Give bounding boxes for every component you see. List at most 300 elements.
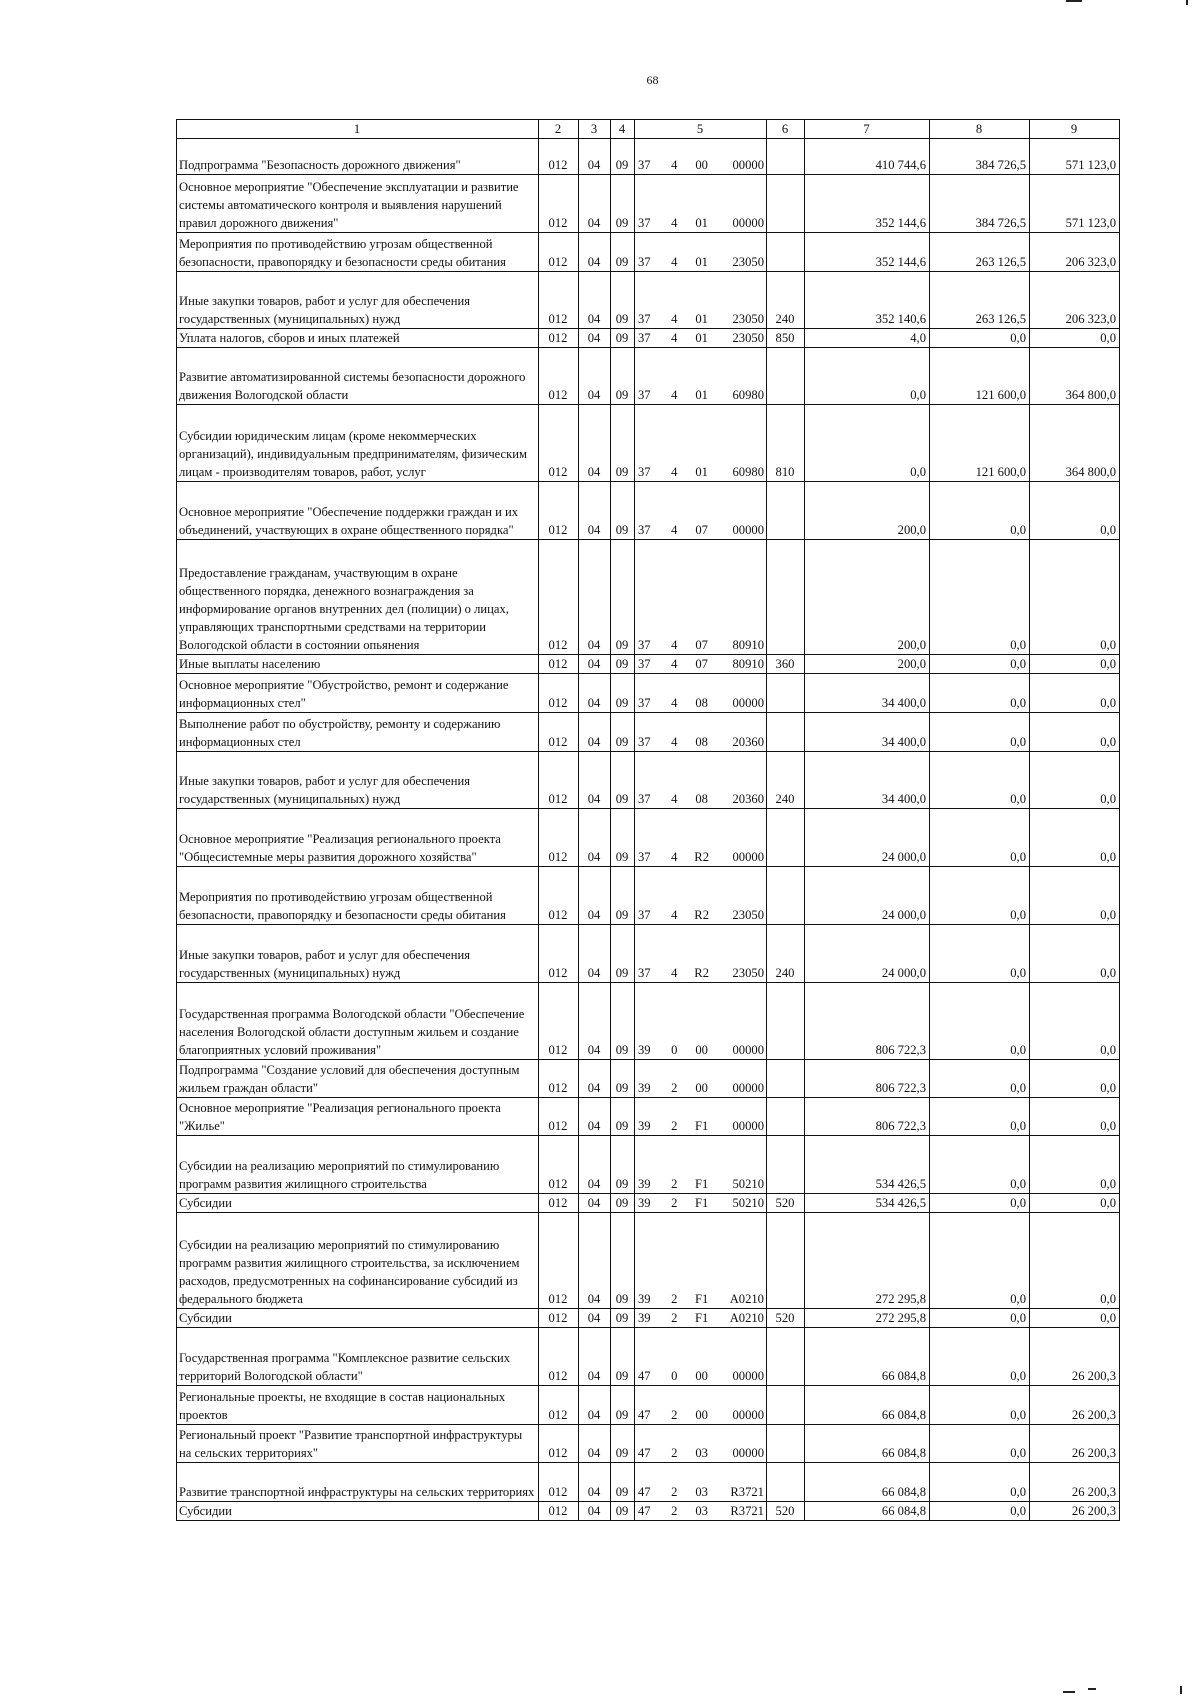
admin-code: 012 — [539, 1328, 579, 1386]
target-article-part: 23050 — [732, 255, 764, 269]
table-row — [177, 405, 1120, 482]
target-article-code — [635, 1213, 767, 1309]
target-article-part: 00000 — [732, 1446, 764, 1460]
admin-code: 012 — [539, 1502, 579, 1521]
header-cell: 7 — [805, 120, 930, 139]
table-row — [177, 1502, 1120, 1521]
section-code: 04 — [579, 674, 611, 713]
target-article-code — [635, 1136, 767, 1194]
target-article-parts — [638, 848, 764, 866]
target-article-part: 00000 — [732, 523, 764, 537]
amount-year-3: 26 200,3 — [1030, 1502, 1120, 1521]
scan-mark — [1186, 0, 1188, 5]
subsection-code: 09 — [611, 1463, 635, 1502]
amount-year-1: 24 000,0 — [805, 925, 930, 983]
amount-year-1: 66 084,8 — [805, 1463, 930, 1502]
target-article-parts — [638, 1079, 764, 1097]
budget-table — [176, 119, 1120, 1521]
target-article-parts — [638, 733, 764, 751]
amount-year-1: 534 426,5 — [805, 1194, 930, 1213]
amount-year-2: 121 600,0 — [930, 348, 1030, 405]
expense-type-code — [767, 1213, 805, 1309]
amount-year-1: 806 722,3 — [805, 1060, 930, 1098]
page-number: 68 — [646, 73, 659, 87]
amount-year-1: 200,0 — [805, 482, 930, 540]
target-article-part: 37 — [638, 966, 651, 980]
target-article-part: 03 — [695, 1504, 708, 1518]
expense-type-code: 240 — [767, 752, 805, 809]
target-article-part: 07 — [695, 657, 708, 671]
target-article-part: 00 — [695, 1408, 708, 1422]
target-article-part: 03 — [695, 1485, 708, 1499]
target-article-parts — [638, 636, 764, 654]
amount-year-2: 0,0 — [930, 983, 1030, 1060]
target-article-part: F1 — [695, 1177, 709, 1191]
section-code: 04 — [579, 713, 611, 752]
amount-year-2: 0,0 — [930, 540, 1030, 655]
target-article-part: 08 — [695, 792, 708, 806]
row-name: Подпрограмма "Создание условий для обеспечения доступным жильем граждан области" — [177, 1060, 539, 1098]
admin-code: 012 — [539, 983, 579, 1060]
target-article-part: 37 — [638, 850, 651, 864]
target-article-part: 4 — [671, 696, 678, 710]
target-article-part: F1 — [695, 1196, 709, 1210]
target-article-part: 4 — [671, 657, 678, 671]
subsection-code: 09 — [611, 674, 635, 713]
target-article-part: 20360 — [732, 735, 764, 749]
target-article-part: 2 — [671, 1408, 678, 1422]
target-article-part: 37 — [638, 696, 651, 710]
target-article-code — [635, 983, 767, 1060]
row-name: Иные закупки товаров, работ и услуг для обеспечения государственных (муниципальных) нужд — [177, 925, 539, 983]
amount-year-2: 0,0 — [930, 867, 1030, 925]
admin-code: 012 — [539, 329, 579, 348]
header-row — [177, 120, 1120, 139]
admin-code: 012 — [539, 1213, 579, 1309]
table-row — [177, 983, 1120, 1060]
target-article-part: 4 — [671, 523, 678, 537]
table-row — [177, 1386, 1120, 1425]
amount-year-3: 0,0 — [1030, 713, 1120, 752]
header-cell: 4 — [611, 120, 635, 139]
scan-mark — [1180, 1686, 1182, 1694]
target-article-part: 37 — [638, 312, 651, 326]
header-cell: 5 — [635, 120, 767, 139]
target-article-part: 00000 — [732, 1408, 764, 1422]
target-article-part: 47 — [638, 1408, 651, 1422]
expense-type-code — [767, 1463, 805, 1502]
expense-type-code: 850 — [767, 329, 805, 348]
amount-year-3: 26 200,3 — [1030, 1328, 1120, 1386]
target-article-part: 4 — [671, 638, 678, 652]
subsection-code: 09 — [611, 348, 635, 405]
target-article-part: 23050 — [732, 908, 764, 922]
target-article-parts — [638, 1309, 764, 1327]
section-code: 04 — [579, 1328, 611, 1386]
target-article-part: 60980 — [732, 388, 764, 402]
amount-year-1: 66 084,8 — [805, 1386, 930, 1425]
expense-type-code: 360 — [767, 655, 805, 674]
admin-code: 012 — [539, 752, 579, 809]
target-article-part: 4 — [671, 465, 678, 479]
target-article-part: 00000 — [732, 216, 764, 230]
subsection-code: 09 — [611, 925, 635, 983]
section-code: 04 — [579, 1386, 611, 1425]
target-article-code — [635, 482, 767, 540]
amount-year-1: 200,0 — [805, 655, 930, 674]
target-article-part: R3721 — [730, 1504, 764, 1518]
row-name: Субсидии на реализацию мероприятий по стимулированию программ развития жилищного строительства, за исключением расходов, предусмотренных на софинансирование субсидий из федерального бюджета — [177, 1213, 539, 1309]
expense-type-code — [767, 809, 805, 867]
admin-code: 012 — [539, 1386, 579, 1425]
expense-type-code — [767, 175, 805, 233]
section-code: 04 — [579, 867, 611, 925]
expense-type-code — [767, 674, 805, 713]
target-article-part: 23050 — [732, 331, 764, 345]
row-name: Иные закупки товаров, работ и услуг для обеспечения государственных (муниципальных) нужд — [177, 272, 539, 329]
amount-year-2: 0,0 — [930, 1194, 1030, 1213]
row-name: Региональные проекты, не входящие в состав национальных проектов — [177, 1386, 539, 1425]
row-name: Основное мероприятие "Реализация регионального проекта "Жилье" — [177, 1098, 539, 1136]
row-name: Развитие автоматизированной системы безопасности дорожного движения Вологодской области — [177, 348, 539, 405]
row-name: Субсидии на реализацию мероприятий по стимулированию программ развития жилищного строительства — [177, 1136, 539, 1194]
target-article-code — [635, 1328, 767, 1386]
expense-type-code — [767, 1386, 805, 1425]
expense-type-code: 810 — [767, 405, 805, 482]
amount-year-2: 384 726,5 — [930, 175, 1030, 233]
target-article-part: 37 — [638, 331, 651, 345]
subsection-code: 09 — [611, 1098, 635, 1136]
subsection-code: 09 — [611, 1194, 635, 1213]
table-row — [177, 348, 1120, 405]
header-cell: 1 — [177, 120, 539, 139]
target-article-part: F1 — [695, 1292, 709, 1306]
target-article-code — [635, 809, 767, 867]
target-article-part: F1 — [695, 1311, 709, 1325]
admin-code: 012 — [539, 482, 579, 540]
target-article-part: 08 — [695, 735, 708, 749]
row-name: Выполнение работ по обустройству, ремонту и содержанию информационных стел — [177, 713, 539, 752]
amount-year-3: 0,0 — [1030, 867, 1120, 925]
target-article-code — [635, 139, 767, 175]
table-row — [177, 1425, 1120, 1463]
target-article-part: 00000 — [732, 158, 764, 172]
target-article-part: 39 — [638, 1081, 651, 1095]
target-article-part: 4 — [671, 158, 678, 172]
amount-year-3: 26 200,3 — [1030, 1386, 1120, 1425]
admin-code: 012 — [539, 272, 579, 329]
target-article-code — [635, 1463, 767, 1502]
row-name: Основное мероприятие "Обустройство, ремонт и содержание информационных стел" — [177, 674, 539, 713]
target-article-part: 4 — [671, 388, 678, 402]
section-code: 04 — [579, 1213, 611, 1309]
target-article-code — [635, 713, 767, 752]
target-article-part: 47 — [638, 1369, 651, 1383]
target-article-part: 00 — [695, 1369, 708, 1383]
expense-type-code: 240 — [767, 272, 805, 329]
target-article-code — [635, 674, 767, 713]
subsection-code: 09 — [611, 1060, 635, 1098]
target-article-part: 39 — [638, 1196, 651, 1210]
subsection-code: 09 — [611, 1213, 635, 1309]
target-article-part: 2 — [671, 1177, 678, 1191]
target-article-part: 4 — [671, 850, 678, 864]
table-row — [177, 674, 1120, 713]
row-name: Региональный проект "Развитие транспортной инфраструктуры на сельских территориях" — [177, 1425, 539, 1463]
row-name: Субсидии — [177, 1502, 539, 1521]
amount-year-2: 0,0 — [930, 1502, 1030, 1521]
target-article-parts — [638, 329, 764, 347]
expense-type-code — [767, 348, 805, 405]
section-code: 04 — [579, 272, 611, 329]
subsection-code: 09 — [611, 482, 635, 540]
subsection-code: 09 — [611, 1425, 635, 1463]
target-article-part: A0210 — [729, 1311, 764, 1325]
subsection-code: 09 — [611, 655, 635, 674]
target-article-part: R2 — [694, 908, 709, 922]
target-article-code — [635, 1194, 767, 1213]
target-article-parts — [638, 1483, 764, 1501]
section-code: 04 — [579, 405, 611, 482]
target-article-part: 4 — [671, 792, 678, 806]
subsection-code: 09 — [611, 329, 635, 348]
admin-code: 012 — [539, 139, 579, 175]
subsection-code: 09 — [611, 1136, 635, 1194]
admin-code: 012 — [539, 540, 579, 655]
amount-year-1: 534 426,5 — [805, 1136, 930, 1194]
target-article-code — [635, 540, 767, 655]
table-row — [177, 713, 1120, 752]
table-row — [177, 1463, 1120, 1502]
amount-year-3: 571 123,0 — [1030, 139, 1120, 175]
target-article-part: 01 — [695, 331, 708, 345]
amount-year-2: 0,0 — [930, 1213, 1030, 1309]
target-article-part: 2 — [671, 1504, 678, 1518]
target-article-part: 00000 — [732, 1043, 764, 1057]
target-article-parts — [638, 1041, 764, 1059]
header-cell: 9 — [1030, 120, 1120, 139]
amount-year-3: 206 323,0 — [1030, 272, 1120, 329]
row-name: Субсидии — [177, 1194, 539, 1213]
amount-year-1: 34 400,0 — [805, 674, 930, 713]
admin-code: 012 — [539, 655, 579, 674]
target-article-part: 37 — [638, 908, 651, 922]
amount-year-1: 66 084,8 — [805, 1425, 930, 1463]
table-row — [177, 867, 1120, 925]
amount-year-3: 0,0 — [1030, 983, 1120, 1060]
target-article-part: 80910 — [732, 657, 764, 671]
amount-year-2: 0,0 — [930, 713, 1030, 752]
amount-year-3: 364 800,0 — [1030, 348, 1120, 405]
admin-code: 012 — [539, 1309, 579, 1328]
subsection-code: 09 — [611, 983, 635, 1060]
section-code: 04 — [579, 482, 611, 540]
target-article-part: 37 — [638, 735, 651, 749]
amount-year-1: 34 400,0 — [805, 713, 930, 752]
section-code: 04 — [579, 1136, 611, 1194]
target-article-code — [635, 655, 767, 674]
target-article-parts — [638, 694, 764, 712]
target-article-code — [635, 925, 767, 983]
target-article-parts — [638, 310, 764, 328]
target-article-parts — [638, 463, 764, 481]
amount-year-3: 0,0 — [1030, 1194, 1120, 1213]
target-article-code — [635, 233, 767, 272]
section-code: 04 — [579, 1098, 611, 1136]
admin-code: 012 — [539, 1060, 579, 1098]
amount-year-3: 0,0 — [1030, 674, 1120, 713]
amount-year-1: 272 295,8 — [805, 1309, 930, 1328]
expense-type-code: 240 — [767, 925, 805, 983]
target-article-parts — [638, 906, 764, 924]
target-article-parts — [638, 964, 764, 982]
amount-year-2: 121 600,0 — [930, 405, 1030, 482]
target-article-part: 2 — [671, 1119, 678, 1133]
amount-year-1: 0,0 — [805, 348, 930, 405]
target-article-part: 00 — [695, 1043, 708, 1057]
expense-type-code — [767, 482, 805, 540]
target-article-parts — [638, 1290, 764, 1308]
target-article-code — [635, 1309, 767, 1328]
section-code: 04 — [579, 1502, 611, 1521]
amount-year-1: 66 084,8 — [805, 1502, 930, 1521]
target-article-part: 07 — [695, 523, 708, 537]
target-article-part: 2 — [671, 1196, 678, 1210]
target-article-part: 0 — [671, 1043, 678, 1057]
admin-code: 012 — [539, 1098, 579, 1136]
target-article-part: 00000 — [732, 696, 764, 710]
amount-year-3: 0,0 — [1030, 752, 1120, 809]
amount-year-3: 0,0 — [1030, 1136, 1120, 1194]
amount-year-2: 0,0 — [930, 925, 1030, 983]
amount-year-3: 0,0 — [1030, 925, 1120, 983]
subsection-code: 09 — [611, 809, 635, 867]
target-article-part: 39 — [638, 1177, 651, 1191]
target-article-parts — [638, 1194, 764, 1212]
admin-code: 012 — [539, 1136, 579, 1194]
scan-mark — [1066, 0, 1082, 2]
target-article-part: 37 — [638, 255, 651, 269]
amount-year-3: 571 123,0 — [1030, 175, 1120, 233]
target-article-part: 50210 — [732, 1196, 764, 1210]
target-article-part: 01 — [695, 255, 708, 269]
amount-year-2: 0,0 — [930, 329, 1030, 348]
amount-year-2: 0,0 — [930, 1098, 1030, 1136]
target-article-part: 4 — [671, 908, 678, 922]
target-article-part: 08 — [695, 696, 708, 710]
expense-type-code — [767, 1328, 805, 1386]
target-article-code — [635, 1098, 767, 1136]
amount-year-2: 263 126,5 — [930, 272, 1030, 329]
amount-year-2: 0,0 — [930, 1386, 1030, 1425]
target-article-code — [635, 405, 767, 482]
target-article-part: 39 — [638, 1043, 651, 1057]
amount-year-1: 806 722,3 — [805, 1098, 930, 1136]
target-article-part: 4 — [671, 735, 678, 749]
target-article-part: 47 — [638, 1485, 651, 1499]
amount-year-3: 0,0 — [1030, 1309, 1120, 1328]
section-code: 04 — [579, 233, 611, 272]
amount-year-2: 0,0 — [930, 1328, 1030, 1386]
amount-year-3: 364 800,0 — [1030, 405, 1120, 482]
subsection-code: 09 — [611, 175, 635, 233]
target-article-part: 2 — [671, 1485, 678, 1499]
amount-year-1: 200,0 — [805, 540, 930, 655]
target-article-code — [635, 1425, 767, 1463]
row-name: Основное мероприятие "Обеспечение поддержки граждан и их объединений, участвующих в охране общественного порядка" — [177, 482, 539, 540]
section-code: 04 — [579, 1309, 611, 1328]
section-code: 04 — [579, 809, 611, 867]
target-article-part: 2 — [671, 1446, 678, 1460]
amount-year-2: 0,0 — [930, 809, 1030, 867]
expense-type-code — [767, 540, 805, 655]
row-name: Мероприятия по противодействию угрозам общественной безопасности, правопорядку и безопасности среды обитания — [177, 867, 539, 925]
header-cell: 2 — [539, 120, 579, 139]
target-article-part: 39 — [638, 1292, 651, 1306]
table-row — [177, 1309, 1120, 1328]
target-article-part: 80910 — [732, 638, 764, 652]
amount-year-2: 0,0 — [930, 1425, 1030, 1463]
admin-code: 012 — [539, 809, 579, 867]
amount-year-3: 0,0 — [1030, 809, 1120, 867]
target-article-parts — [638, 253, 764, 271]
row-name: Уплата налогов, сборов и иных платежей — [177, 329, 539, 348]
target-article-part: R2 — [694, 966, 709, 980]
target-article-part: 0 — [671, 1369, 678, 1383]
admin-code: 012 — [539, 925, 579, 983]
target-article-part: 37 — [638, 216, 651, 230]
amount-year-3: 0,0 — [1030, 1213, 1120, 1309]
expense-type-code — [767, 867, 805, 925]
row-name: Предоставление гражданам, участвующим в охране общественного порядка, денежного вознаграждения за информирование органов внутренних дел (полиции) о лицах, управляющих транспортными средствами на территории Вологодской области в состоянии опьянения — [177, 540, 539, 655]
row-name: Подпрограмма "Безопасность дорожного движения" — [177, 139, 539, 175]
table-row — [177, 482, 1120, 540]
table-row — [177, 233, 1120, 272]
amount-year-2: 384 726,5 — [930, 139, 1030, 175]
amount-year-2: 0,0 — [930, 1463, 1030, 1502]
table-body — [177, 120, 1120, 1521]
target-article-part: 39 — [638, 1311, 651, 1325]
section-code: 04 — [579, 925, 611, 983]
amount-year-1: 410 744,6 — [805, 139, 930, 175]
table-row — [177, 272, 1120, 329]
amount-year-3: 26 200,3 — [1030, 1425, 1120, 1463]
target-article-code — [635, 329, 767, 348]
target-article-code — [635, 348, 767, 405]
table-row — [177, 1060, 1120, 1098]
target-article-part: 37 — [638, 523, 651, 537]
header-cell: 3 — [579, 120, 611, 139]
admin-code: 012 — [539, 348, 579, 405]
target-article-parts — [638, 156, 764, 174]
amount-year-3: 0,0 — [1030, 1098, 1120, 1136]
target-article-part: 4 — [671, 966, 678, 980]
target-article-parts — [638, 1444, 764, 1462]
target-article-part: 01 — [695, 216, 708, 230]
target-article-parts — [638, 1367, 764, 1385]
table-row — [177, 1098, 1120, 1136]
amount-year-1: 0,0 — [805, 405, 930, 482]
target-article-part: A0210 — [729, 1292, 764, 1306]
amount-year-3: 0,0 — [1030, 1060, 1120, 1098]
target-article-parts — [638, 1117, 764, 1135]
admin-code: 012 — [539, 674, 579, 713]
admin-code: 012 — [539, 175, 579, 233]
admin-code: 012 — [539, 233, 579, 272]
table-row — [177, 175, 1120, 233]
target-article-part: F1 — [695, 1119, 709, 1133]
admin-code: 012 — [539, 405, 579, 482]
